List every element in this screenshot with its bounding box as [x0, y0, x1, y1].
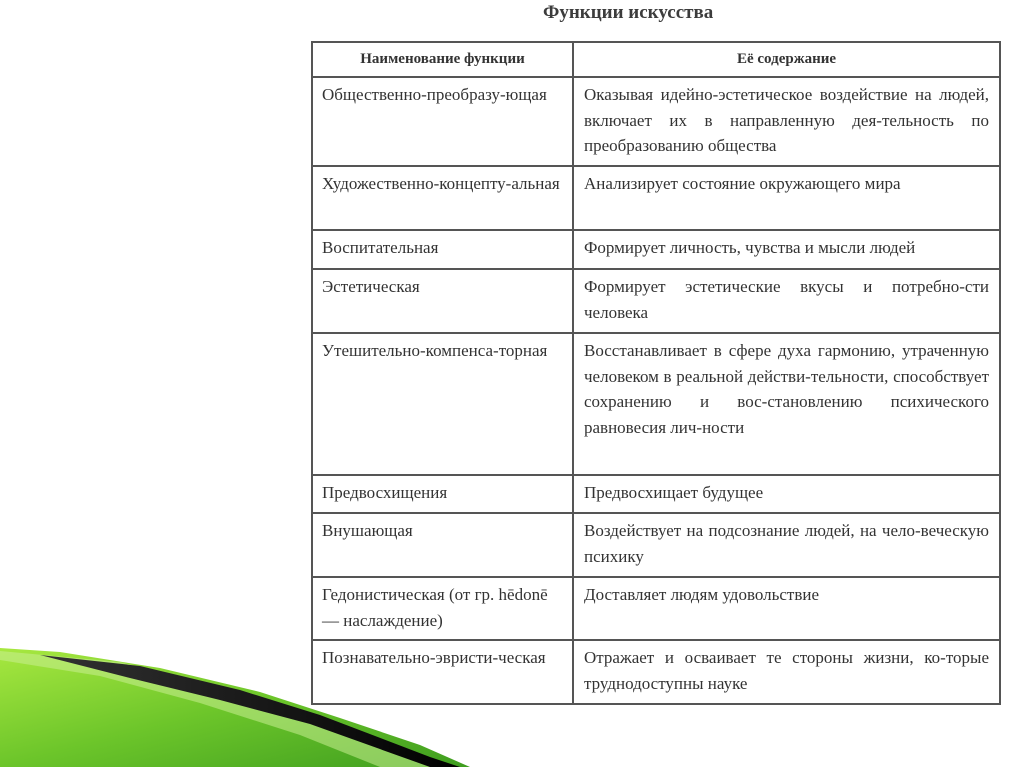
function-content: Восстанавливает в сфере духа гармонию, утраченную человеком в реальной действи-тельности, способствует сохранению и вос-становлению психического равновесия лич-ности: [573, 333, 1000, 475]
table-row: [312, 269, 1000, 333]
function-content: Анализирует состояние окружающего мира: [573, 166, 1000, 230]
table-row: [312, 166, 1000, 230]
page-title: Функции искусства: [543, 2, 714, 23]
function-content: Оказывая идейно-эстетическое воздействие на людей, включает их в направленную дея-тельность по преобразованию общества: [573, 77, 1000, 166]
function-content: Предвосхищает будущее: [573, 475, 1000, 513]
function-name: Художественно-концепту-альная: [312, 166, 573, 230]
function-content: Отражает и осваивает те стороны жизни, ко-торые труднодоступны науке: [573, 640, 1000, 704]
function-content: Воздействует на подсознание людей, на чело-веческую психику: [573, 513, 1000, 577]
table-row: [312, 475, 1000, 513]
table-header-row: [312, 42, 1000, 77]
function-name: Утешительно-компенса-торная: [312, 333, 573, 475]
column-header-name: Наименование функции: [312, 42, 573, 77]
function-name: Воспитательная: [312, 230, 573, 269]
function-name: Внушающая: [312, 513, 573, 577]
column-header-content: Её содержание: [573, 42, 1000, 77]
function-content: Формирует эстетические вкусы и потребно-сти человека: [573, 269, 1000, 333]
table-row: [312, 230, 1000, 269]
function-name: Эстетическая: [312, 269, 573, 333]
table-row: [312, 577, 1000, 640]
function-name: Познавательно-эвристи-ческая: [312, 640, 573, 704]
table-row: [312, 333, 1000, 475]
function-name: Гедонистическая (от гр. hēdonē — наслаждение): [312, 577, 573, 640]
table-row: [312, 640, 1000, 704]
function-name: Предвосхищения: [312, 475, 573, 513]
function-content: Формирует личность, чувства и мысли людей: [573, 230, 1000, 269]
function-content: Доставляет людям удовольствие: [573, 577, 1000, 640]
table-row: [312, 513, 1000, 577]
functions-table: [311, 41, 1001, 705]
table-row: [312, 77, 1000, 166]
function-name: Общественно-преобразу-ющая: [312, 77, 573, 166]
